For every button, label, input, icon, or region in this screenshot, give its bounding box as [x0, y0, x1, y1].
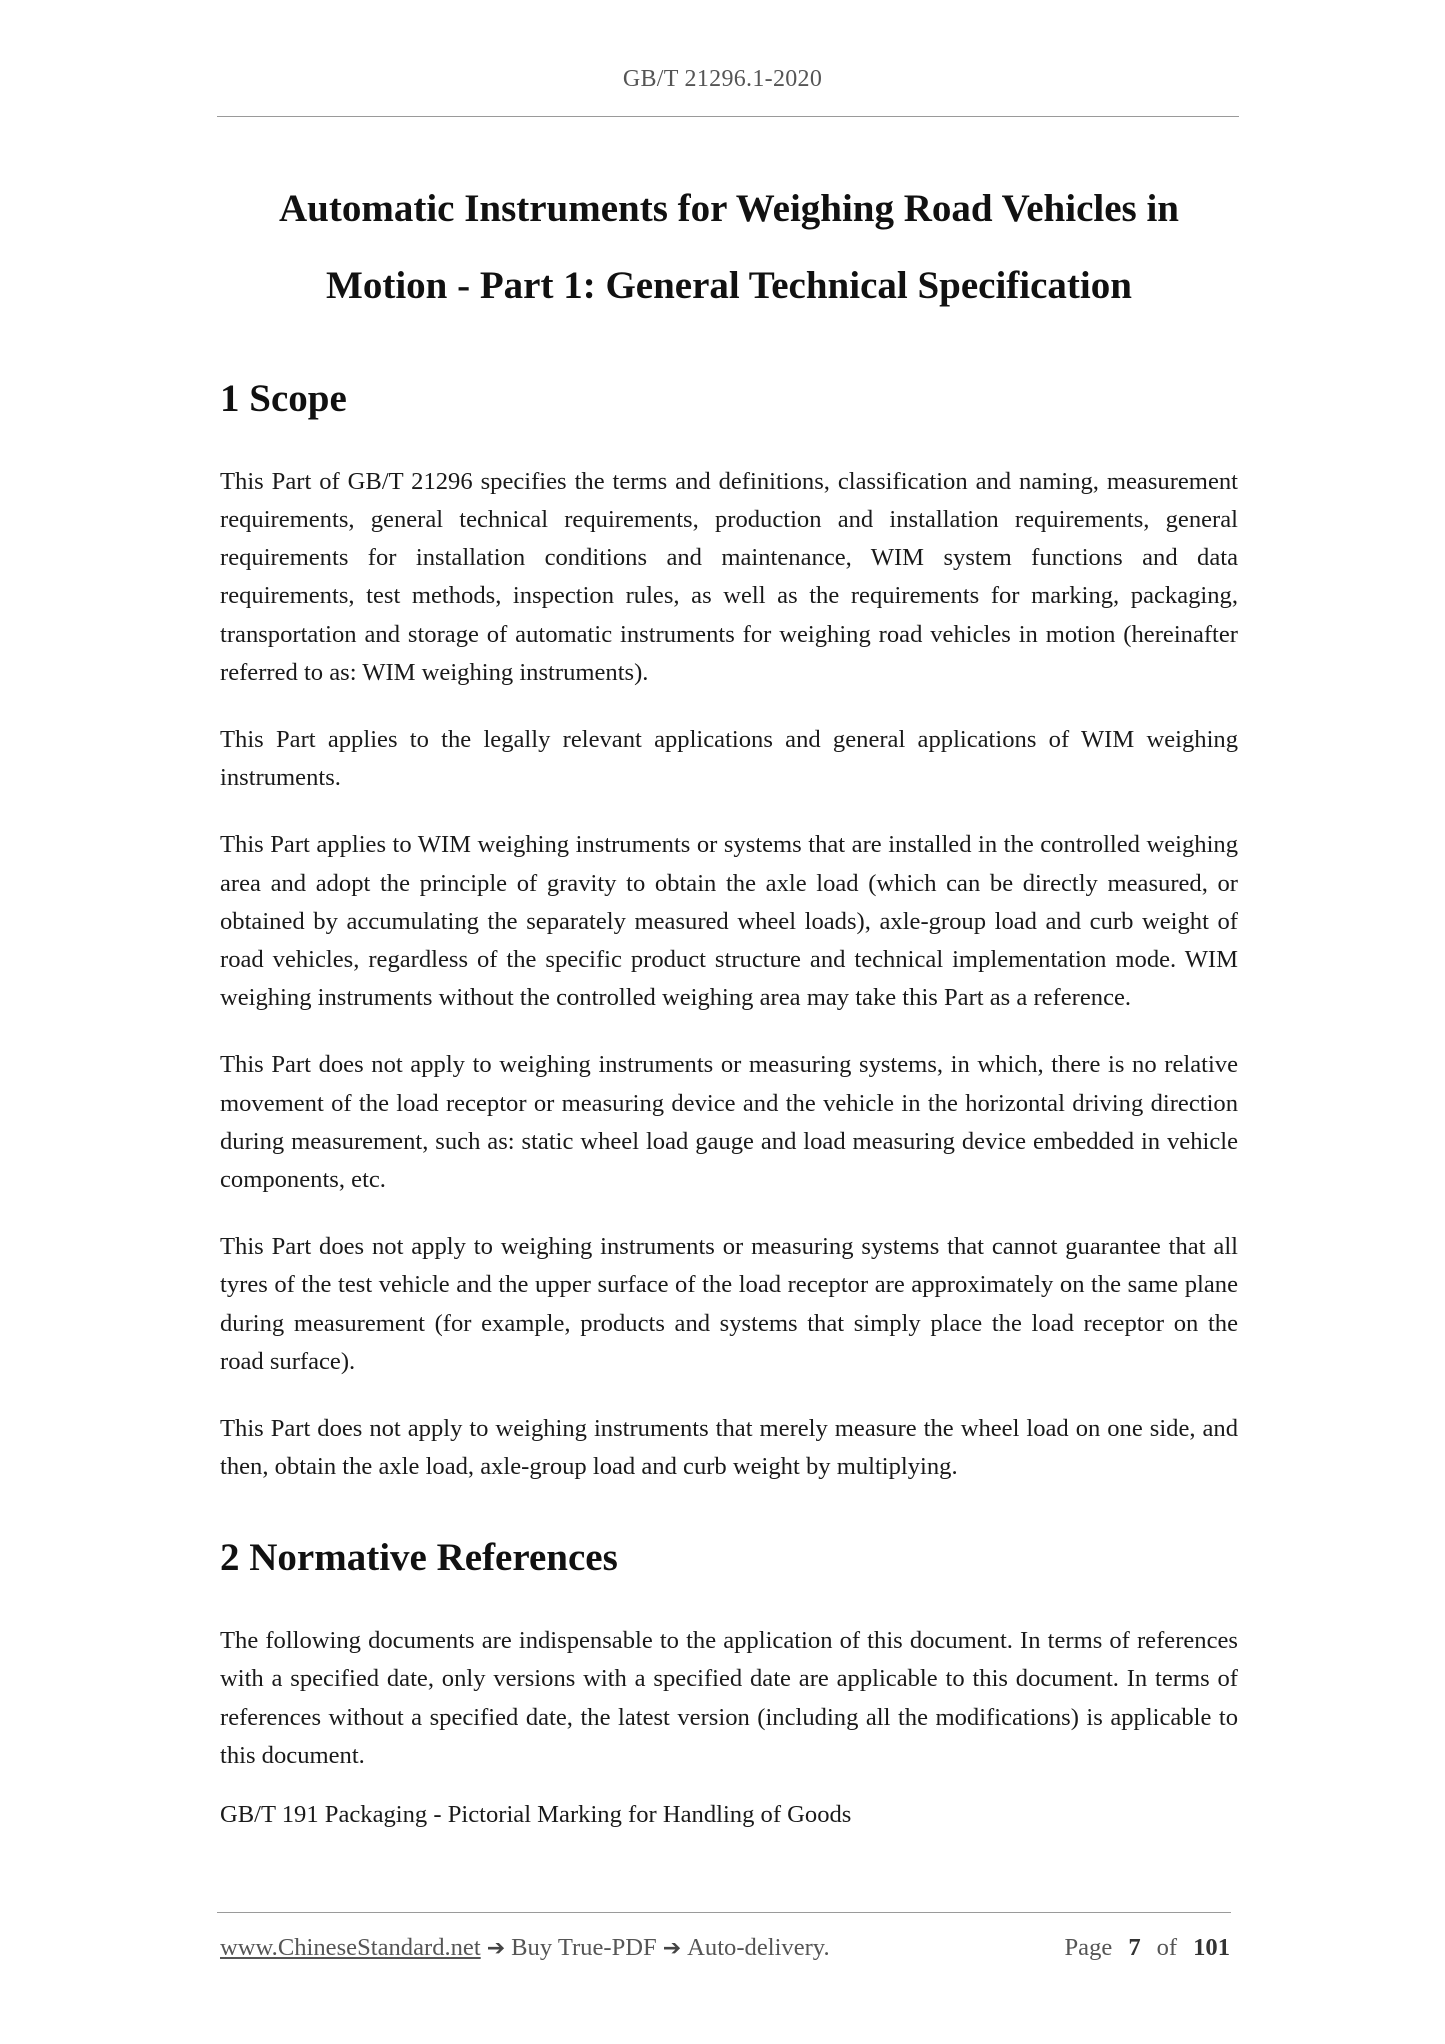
page-label: Page: [1064, 1934, 1113, 1961]
delivery-text: Auto-delivery.: [687, 1934, 830, 1961]
scope-paragraph: This Part applies to the legally relevant applications and general applications of WIM weighing instruments.: [220, 726, 1238, 792]
page-indicator: [1065, 1934, 1231, 1962]
page-content: [220, 170, 1238, 1834]
buy-text: Buy True-PDF: [511, 1934, 657, 1961]
normative-references-intro: The following documents are indispensable to the application of this document. In terms of references with a specified date, only versions with a specified date are applicable to this document. In terms of references without a specified date, the latest version (including all the modifications) is applicable to this document.: [220, 1627, 1238, 1769]
scope-paragraph: This Part does not apply to weighing instruments or measuring systems that cannot guarantee that all tyres of the test vehicle and the upper surface of the load receptor are approximately on the same plane during measurement (for example, products and systems that simply place the load receptor on the road surface).: [220, 1233, 1238, 1375]
site-link[interactable]: www.ChineseStandard.net: [220, 1934, 481, 1961]
scope-paragraph: This Part does not apply to weighing instruments that merely measure the wheel load on one side, and then, obtain the axle load, axle-group load and curb weight by multiplying.: [220, 1415, 1238, 1481]
scope-paragraph: This Part applies to WIM weighing instruments or systems that are installed in the controlled weighing area and adopt the principle of gravity to obtain the axle load (which can be directly measured, or obtained by accumulating the separately measured wheel loads), axle-group load and curb weight of road vehicles, regardless of the specific product structure and technical implementation mode. WIM weighing instruments without the controlled weighing area may take this Part as a reference.: [220, 831, 1238, 1012]
document-title: [220, 170, 1238, 324]
reference-item: GB/T 191 Packaging - Pictorial Marking for Handling of Goods: [220, 1801, 852, 1829]
title-line-2: Motion - Part 1: General Technical Specification: [326, 264, 1132, 307]
scope-paragraph: This Part of GB/T 21296 specifies the terms and definitions, classification and naming, measurement requirements, general technical requirements, production and installation requirements, general requirements for installation conditions and maintenance, WIM system functions and data requirements, test methods, inspection rules, as well as the requirements for marking, packaging, transportation and storage of automatic instruments for weighing road vehicles in motion (hereinafter referred to as: WIM weighing instruments).: [220, 467, 1238, 686]
right-arrow-icon: ➔: [662, 1936, 682, 1961]
scope-paragraph: This Part does not apply to weighing instruments or measuring systems, in which, there is no relative movement of the load receptor or measuring device and the vehicle in the horizontal driving direction during measurement, such as: static wheel load gauge and load measuring device embedded in vehicle components, etc.: [220, 1051, 1238, 1194]
page-current: 7: [1128, 1934, 1141, 1961]
running-header: GB/T 21296.1-2020: [622, 66, 823, 92]
page-total: 101: [1193, 1934, 1230, 1961]
footer-promo: [220, 1934, 830, 1962]
page-footer: [220, 1934, 1230, 1974]
title-line-1: Automatic Instruments for Weighing Road Vehicles in: [279, 187, 1179, 230]
header-divider: [217, 116, 1239, 117]
right-arrow-icon: ➔: [486, 1936, 506, 1961]
page-of-label: of: [1156, 1934, 1178, 1961]
footer-divider: [217, 1912, 1231, 1913]
section-heading-normative-references: 2 Normative References: [220, 1536, 618, 1580]
section-heading-scope: 1 Scope: [220, 377, 347, 420]
